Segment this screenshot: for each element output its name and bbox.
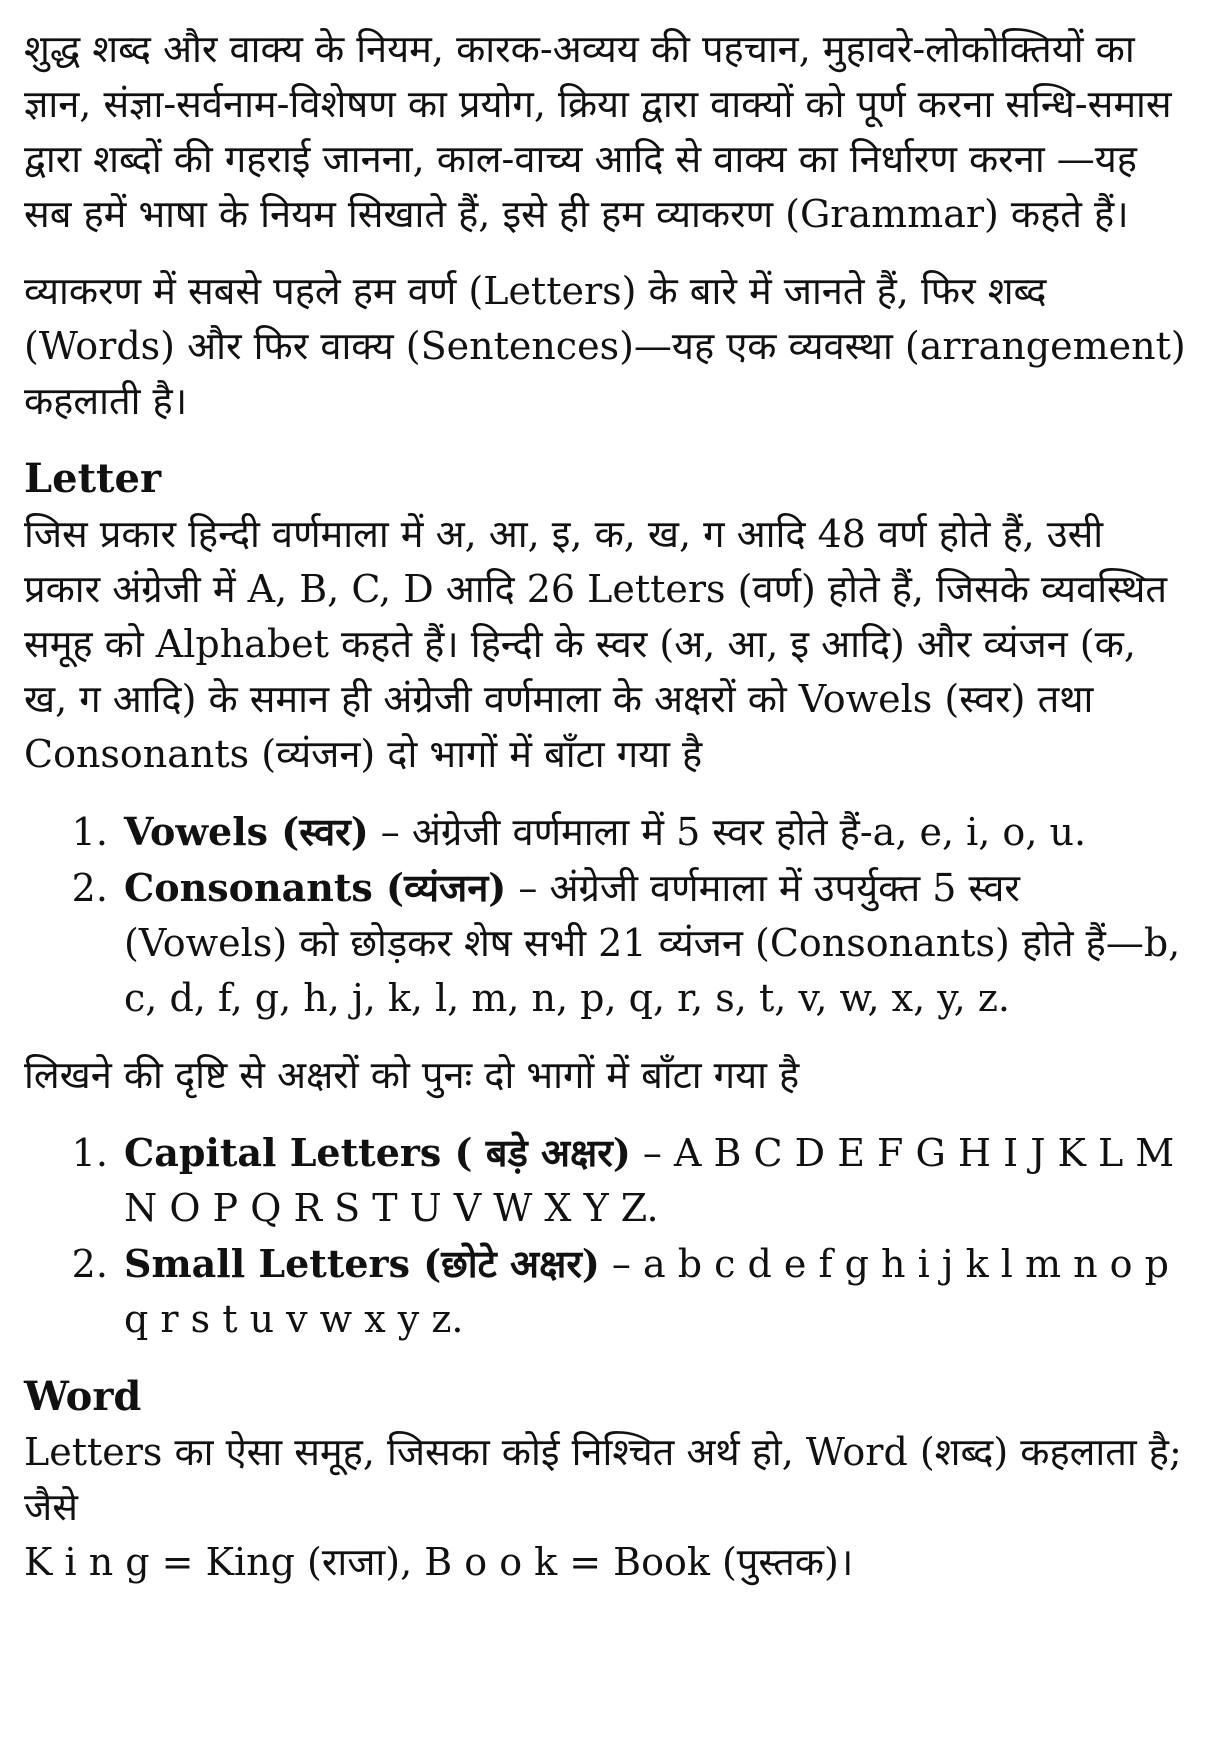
term-vowels: Vowels (स्वर) — [124, 809, 369, 854]
term-capital-letters: Capital Letters ( बड़े अक्षर) — [124, 1130, 631, 1175]
small-letters-description: – a b c d e f g h i j k l m n o p q r s t u v w x y z. — [124, 1242, 1169, 1341]
list-item-consonants — [120, 860, 1191, 1026]
consonants-description: – अंग्रेजी वर्णमाला में उपर्युक्त 5 स्वर (Vowels) को छोड़कर शेष सभी 21 व्यंजन (Consonants) होते हैं—b, c, d, f, g, h, j, k, l, m, n, p, q, r, s, t, v, w, x, y, z. — [124, 866, 1181, 1020]
section-heading-word: Word — [24, 1373, 142, 1420]
writing-division-paragraph: लिखने की दृष्टि से अक्षरों को पुनः दो भागों में बाँटा गया है — [24, 1053, 800, 1097]
capital-small-list — [24, 1125, 1191, 1347]
term-small-letters: Small Letters (छोटे अक्षर) — [124, 1241, 600, 1286]
term-consonants: Consonants (व्यंजन) — [124, 865, 507, 910]
list-item-small-letters — [120, 1236, 1191, 1347]
vowels-description: – अंग्रेजी वर्णमाला में 5 स्वर होते हैं-a, e, i, o, u. — [368, 810, 1087, 854]
list-item-vowels — [120, 804, 1191, 860]
intro-paragraph-grammar: शुद्ध शब्द और वाक्य के नियम, कारक-अव्यय की पहचान, मुहावरे-लोकोक्तियों का ज्ञान, संज्ञा-सर्वनाम-विशेषण का प्रयोग, क्रिया द्वारा वाक्यों को पूर्ण करना सन्धि-समास द्वारा शब्दों की गहराई जानना, काल-वाच्य आदि से वाक्य का निर्धारण करना —यह सब हमें भाषा के नियम सिखाते हैं, इसे ही हम व्याकरण (Grammar) कहते हैं। — [24, 27, 1172, 236]
letter-definition-paragraph: जिस प्रकार हिन्दी वर्णमाला में अ, आ, इ, क, ख, ग आदि 48 वर्ण होते हैं, उसी प्रकार अंग्रेजी में A, B, C, D आदि 26 Letters (वर्ण) होते हैं, जिसके व्यवस्थित समूह को Alphabet कहते हैं। हिन्दी के स्वर (अ, आ, इ आदि) और व्यंजन (क, ख, ग आदि) के समान ही अंग्रेजी वर्णमाला के अक्षरों को Vowels (स्वर) तथा Consonants (व्यंजन) दो भागों में बाँटा गया है — [24, 512, 1168, 776]
intro-paragraph-arrangement: व्याकरण में सबसे पहले हम वर्ण (Letters) के बारे में जानते हैं, फिर शब्द (Words) और फिर वाक्य (Sentences)—यह एक व्यवस्था (arrangement) कहलाती है। — [24, 269, 1186, 423]
vowels-consonants-list — [24, 804, 1191, 1026]
capital-letters-description: – A B C D E F G H I J K L M N O P Q R S T U V W X Y Z. — [124, 1131, 1175, 1230]
section-heading-letter: Letter — [24, 455, 162, 502]
list-item-capital-letters — [120, 1125, 1191, 1236]
word-definition-paragraph: Letters का ऐसा समूह, जिसका कोई निश्चित अर्थ हो, Word (शब्द) कहलाता है; जैसे — [24, 1430, 1182, 1529]
word-example-line: K i n g = King (राजा), B o o k = Book (पुस्तक)। — [24, 1540, 854, 1584]
